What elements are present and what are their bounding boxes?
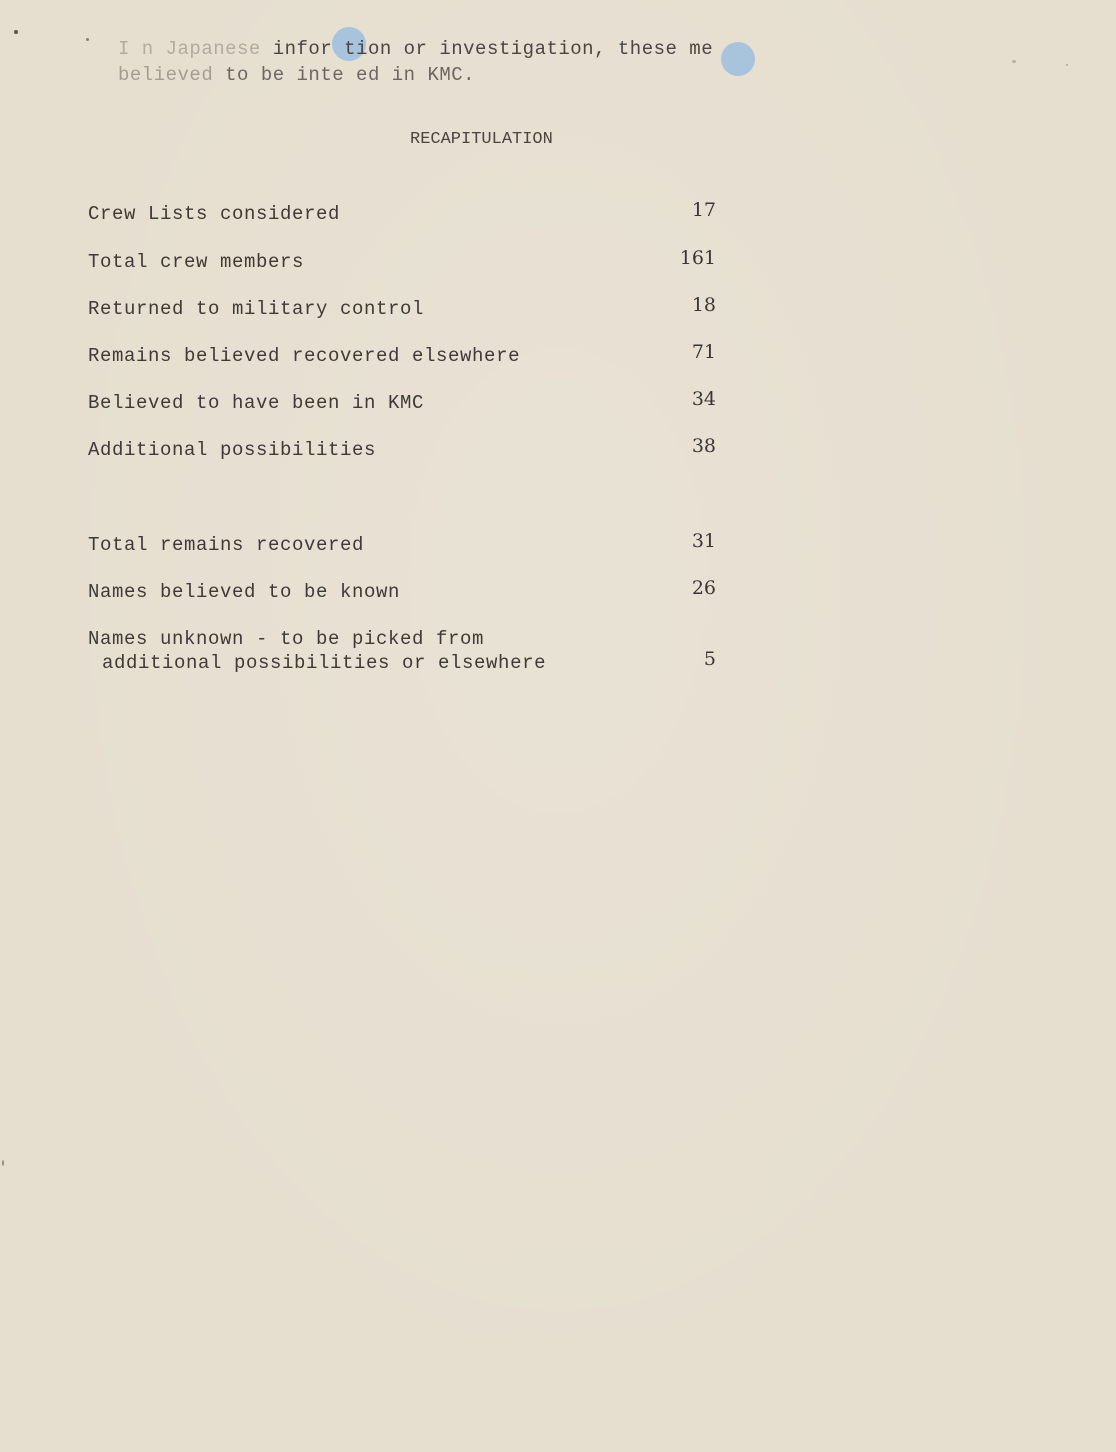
row-value: 5 (703, 648, 716, 670)
paper-speck (86, 38, 89, 41)
row-label-continuation: additional possibilities or elsewhere (102, 652, 547, 674)
row-label: Crew Lists considered (88, 203, 341, 225)
row-label: Returned to military control (88, 298, 425, 320)
row-value: 31 (691, 530, 716, 552)
row-label: Names unknown - to be picked from (88, 628, 485, 650)
paper-speck (1012, 60, 1016, 63)
page-title: RECAPITULATION (410, 130, 553, 149)
row-label: Believed to have been in KMC (88, 392, 425, 414)
row-label: Total crew members (88, 251, 305, 273)
faded-text: believed (118, 64, 214, 86)
row-value: 17 (691, 199, 716, 221)
carryover-line-1 (118, 38, 713, 60)
paper-speck (14, 30, 18, 34)
carryover-line-2 (118, 64, 475, 86)
row-label: Names believed to be known (88, 581, 401, 603)
row-value: 161 (679, 247, 716, 269)
row-value: 34 (691, 388, 716, 410)
punch-hole (721, 42, 755, 76)
row-value: 71 (691, 341, 716, 363)
row-value: 18 (691, 294, 716, 316)
row-label: Total remains recovered (88, 534, 365, 556)
row-label: Additional possibilities (88, 439, 377, 461)
line-text: infor tion or investigation, these me (260, 38, 714, 60)
paper-speck (1066, 64, 1068, 66)
faded-text: I n Japanese (118, 38, 261, 60)
row-value: 26 (691, 577, 716, 599)
line-text: to be inte ed in KMC. (213, 64, 476, 86)
paper-speck (2, 1160, 4, 1166)
row-label: Remains believed recovered elsewhere (88, 345, 521, 367)
row-value: 38 (691, 435, 716, 457)
